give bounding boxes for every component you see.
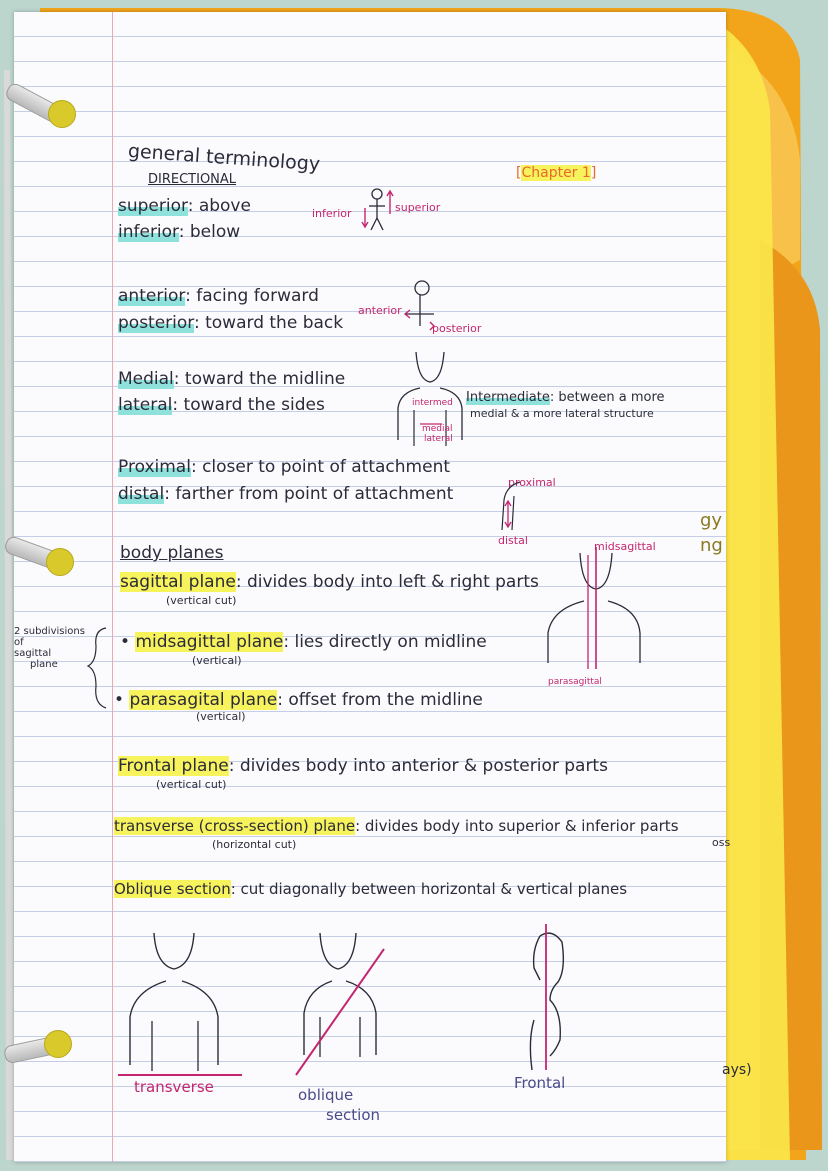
term-superior: superior — [118, 196, 188, 216]
def-oblique: : cut diagonally between horizontal & vertical planes — [230, 880, 628, 898]
fig-label-anterior: anterior — [358, 304, 402, 317]
label-transverse: transverse — [134, 1078, 214, 1096]
under-page-text-c: oss — [712, 836, 731, 849]
ring-knob-bottom — [44, 1030, 72, 1058]
fig-label-superior: superior — [395, 201, 441, 214]
def-midsagittal: : lies directly on midline — [283, 632, 487, 652]
fig-label-distal: distal — [498, 534, 528, 547]
def-anterior: : facing forward — [185, 286, 319, 306]
note-sagittal: (vertical cut) — [166, 594, 237, 607]
section-subheading: DIRECTIONAL — [148, 172, 237, 187]
note-midsagittal: (vertical) — [192, 654, 242, 667]
term-proximal-line — [118, 457, 450, 477]
label-oblique-2: section — [326, 1106, 381, 1124]
fig-label-posterior: posterior — [432, 322, 482, 335]
fig-label-parasagittal: parasagittal — [548, 677, 602, 687]
oblique-line — [114, 880, 627, 898]
fig-label-proximal: proximal — [508, 476, 556, 489]
frontal-plane-figure — [510, 920, 580, 1080]
page-heading: general terminology — [127, 140, 321, 176]
sagittal-planes-figure — [540, 545, 650, 675]
def-transverse: : divides body into superior & inferior parts — [355, 817, 679, 835]
def-sagittal: : divides body into left & right parts — [235, 572, 539, 592]
term-medial-line — [118, 369, 345, 389]
term-midsagittal: midsagittal plane — [135, 632, 284, 652]
term-lateral-line — [118, 395, 325, 415]
ring-knob-top — [48, 100, 76, 128]
term-inferior: inferior — [118, 222, 179, 242]
frontal-line — [118, 756, 608, 776]
under-page-text-d: ays) — [722, 1062, 752, 1078]
def-intermediate: : between a more — [549, 390, 665, 405]
side-profile-figure-icon — [400, 278, 440, 338]
side-note-line-4: plane — [30, 659, 58, 670]
term-transverse: transverse (cross-section) plane — [114, 817, 356, 835]
note-frontal: (vertical cut) — [156, 778, 227, 791]
term-inferior-line — [118, 222, 240, 242]
term-anterior-line — [118, 286, 319, 306]
fig-label-midsagittal: midsagittal — [594, 540, 656, 553]
term-distal-line — [118, 484, 453, 504]
def-proximal: : closer to point of attachment — [190, 457, 451, 477]
term-oblique: Oblique section — [114, 880, 231, 898]
under-page-text-a: gy — [700, 510, 723, 531]
note-parasagittal: (vertical) — [196, 710, 246, 723]
side-note-brace — [86, 626, 116, 710]
side-note-subdivisions — [14, 626, 85, 670]
def-frontal: : divides body into anterior & posterior parts — [228, 756, 608, 776]
fig-label-inferior: inferior — [312, 207, 352, 220]
transverse-line — [114, 817, 679, 835]
def-lateral: : toward the sides — [172, 395, 325, 415]
term-posterior: posterior — [118, 313, 194, 333]
under-page-text-b: ng — [700, 535, 723, 556]
def-intermediate-2: medial & a more lateral structure — [470, 407, 654, 420]
side-note-line-2: of — [14, 637, 24, 648]
term-lateral: lateral — [118, 395, 173, 415]
label-frontal: Frontal — [514, 1074, 566, 1092]
def-distal: : farther from point of attachment — [164, 484, 454, 504]
parasagittal-line: • parasagital plane: offset from the midline — [114, 690, 483, 710]
term-distal: distal — [118, 484, 165, 504]
term-frontal: Frontal plane — [118, 756, 229, 776]
page-margin-line — [112, 12, 113, 1162]
fig-label-medial: medial — [422, 424, 453, 434]
def-parasagittal: : offset from the midline — [277, 690, 483, 710]
term-superior-line — [118, 196, 251, 216]
note-transverse: (horizontal cut) — [212, 838, 297, 851]
term-posterior-line — [118, 313, 343, 333]
term-medial: Medial — [118, 369, 174, 389]
term-sagittal: sagittal plane — [120, 572, 236, 592]
label-oblique-1: oblique — [298, 1086, 354, 1104]
side-note-line-3: sagittal — [14, 648, 52, 659]
fig-label-lateral: lateral — [424, 434, 453, 444]
fig-label-intermed: intermed — [412, 398, 453, 408]
def-posterior: : toward the back — [193, 313, 344, 333]
term-anterior: anterior — [118, 286, 186, 306]
sagittal-line — [120, 572, 539, 592]
transverse-plane-figure — [118, 925, 248, 1085]
arm-proximal-distal-figure — [490, 480, 540, 540]
def-medial: : toward the midline — [173, 369, 346, 389]
chapter-text: Chapter 1 — [521, 165, 591, 181]
stick-figure-icon — [360, 186, 400, 236]
side-note-line-1: 2 subdivisions — [14, 626, 85, 637]
term-parasagittal: parasagital plane — [129, 690, 278, 710]
def-inferior: : below — [178, 222, 241, 242]
ring-knob-middle — [46, 548, 74, 576]
term-proximal: Proximal — [118, 457, 191, 477]
def-superior: : above — [187, 196, 251, 216]
term-intermediate-line — [466, 390, 665, 405]
chapter-label: [Chapter 1] — [516, 165, 597, 181]
midsagittal-line: • midsagittal plane: lies directly on midline — [120, 632, 487, 652]
term-intermediate: Intermediate — [466, 390, 550, 405]
body-planes-title: body planes — [120, 543, 224, 563]
oblique-section-figure — [290, 925, 400, 1105]
